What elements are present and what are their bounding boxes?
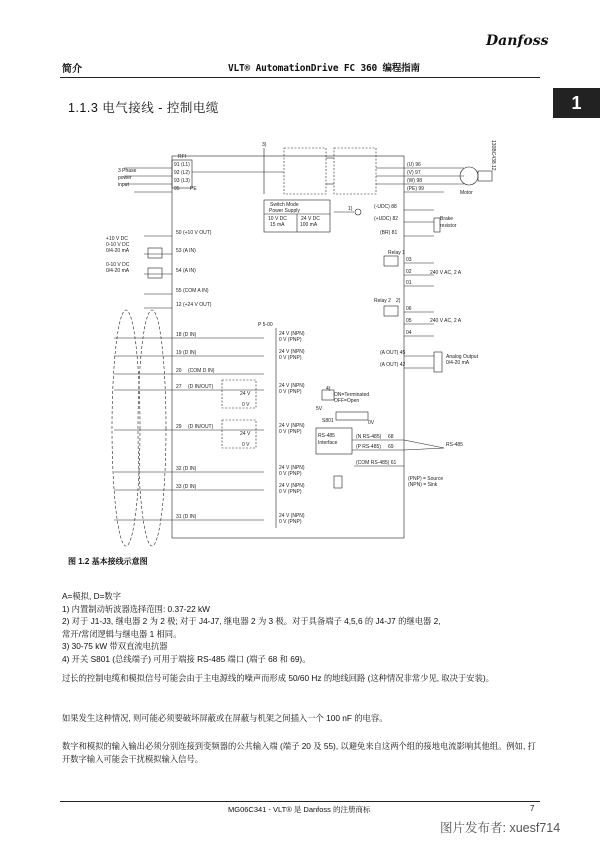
footer-text: MG06C341 - VLT® 是 Danfoss 的注册商标 bbox=[228, 805, 371, 814]
svg-text:03: 03 bbox=[406, 257, 412, 263]
header-rule bbox=[60, 77, 540, 78]
svg-text:0 V: 0 V bbox=[242, 402, 250, 408]
svg-text:24 V: 24 V bbox=[240, 431, 251, 437]
header-title: VLT® AutomationDrive FC 360 编程指南 bbox=[228, 63, 420, 74]
svg-text:Relay 1: Relay 1 bbox=[388, 250, 405, 256]
svg-text:54 (A IN): 54 (A IN) bbox=[176, 268, 196, 274]
svg-text:95: 95 bbox=[174, 186, 180, 192]
svg-text:02: 02 bbox=[406, 269, 412, 275]
svg-text:(PNP) = Source: (PNP) = Source bbox=[408, 476, 444, 482]
svg-text:29: 29 bbox=[176, 424, 182, 430]
svg-text:(W) 98: (W) 98 bbox=[407, 178, 422, 184]
svg-text:18 (D IN): 18 (D IN) bbox=[176, 332, 197, 338]
svg-text:05: 05 bbox=[406, 318, 412, 324]
svg-text:Switch Mode: Switch Mode bbox=[270, 202, 299, 208]
svg-text:0/4-20 mA: 0/4-20 mA bbox=[446, 360, 470, 366]
svg-text:(-UDC) 88: (-UDC) 88 bbox=[374, 204, 397, 210]
svg-text:240 V AC, 2 A: 240 V AC, 2 A bbox=[430, 270, 462, 276]
svg-text:240 V AC, 2 A: 240 V AC, 2 A bbox=[430, 318, 462, 324]
figure-notes bbox=[62, 590, 542, 665]
svg-text:69: 69 bbox=[388, 444, 394, 450]
svg-text:24 V (NPN): 24 V (NPN) bbox=[279, 331, 305, 337]
watermark: 图片发布者: xuesf714 bbox=[440, 821, 561, 835]
danfoss-logo: Danfoss bbox=[486, 33, 549, 49]
note-line: 2) 对于 J1-J3, 继电器 2 为 2 极; 对于 J4-J7, 继电器 2 为 3 极。对于具备端子 4,5,6 的 J4-J7 的继电器 2, bbox=[62, 616, 441, 626]
svg-text:OFF=Open: OFF=Open bbox=[334, 398, 360, 404]
svg-text:0 V (PNP): 0 V (PNP) bbox=[279, 471, 302, 477]
svg-text:ON=Terminated: ON=Terminated bbox=[334, 392, 370, 398]
svg-text:(COM RS-485) 61: (COM RS-485) 61 bbox=[356, 460, 397, 466]
svg-text:(COM D IN): (COM D IN) bbox=[188, 368, 215, 374]
svg-text:input: input bbox=[118, 182, 129, 188]
svg-text:(+UDC) 82: (+UDC) 82 bbox=[374, 216, 399, 222]
svg-text:P 5-00: P 5-00 bbox=[258, 322, 273, 328]
svg-text:Power Supply: Power Supply bbox=[269, 208, 300, 214]
svg-text:resistor: resistor bbox=[440, 223, 457, 229]
svg-text:(NPN) = Sink: (NPN) = Sink bbox=[408, 482, 438, 488]
svg-text:33 (D IN): 33 (D IN) bbox=[176, 484, 197, 490]
svg-text:3 Phase: 3 Phase bbox=[118, 168, 137, 174]
paragraph-capacitor: 如果发生这种情况, 则可能必须要破坏屏蔽或在屏蔽与机架之间插入一个 100 nF 的电容。 bbox=[62, 713, 388, 723]
footer-rule bbox=[60, 801, 540, 802]
svg-text:(A OUT) 45: (A OUT) 45 bbox=[380, 350, 406, 356]
svg-text:91 (L1): 91 (L1) bbox=[174, 162, 190, 168]
svg-text:20: 20 bbox=[176, 368, 182, 374]
note-line: A=模拟, D=数字 bbox=[62, 591, 122, 601]
svg-text:(V) 97: (V) 97 bbox=[407, 170, 421, 176]
paragraph-common-inputs: 数字和模拟的输入输出必须分别连接到变频器的公共输入端 (端子 20 及 55), 以避免来自这两个组的接地电流影响其他组。例如, 打开数字输入可能会干扰模拟输入信号。 bbox=[62, 741, 536, 764]
figure-id: 130BC438.12 bbox=[490, 140, 496, 171]
svg-text:0 V (PNP): 0 V (PNP) bbox=[279, 489, 302, 495]
svg-text:24 V (NPN): 24 V (NPN) bbox=[279, 483, 305, 489]
svg-text:(U) 96: (U) 96 bbox=[407, 162, 421, 168]
svg-text:S801: S801 bbox=[322, 418, 334, 424]
note-line: 常开/常闭逻辑与继电器 1 相同。 bbox=[62, 628, 182, 639]
svg-text:06: 06 bbox=[406, 306, 412, 312]
svg-text:19 (D IN): 19 (D IN) bbox=[176, 350, 197, 356]
svg-text:2): 2) bbox=[396, 298, 401, 304]
svg-text:24 V (NPN): 24 V (NPN) bbox=[279, 349, 305, 355]
svg-text:24 V (NPN): 24 V (NPN) bbox=[279, 465, 305, 471]
note-line: 3) 30-75 kW 带双直流电抗器 bbox=[62, 641, 168, 651]
svg-text:PE: PE bbox=[190, 186, 197, 192]
header-section: 简介 bbox=[62, 64, 82, 75]
svg-text:12 (+24 V OUT): 12 (+24 V OUT) bbox=[176, 302, 212, 308]
svg-text:RS-485: RS-485 bbox=[446, 442, 463, 448]
page-number: 7 bbox=[530, 804, 535, 813]
svg-text:RFI: RFI bbox=[178, 154, 187, 160]
svg-text:(PE) 99: (PE) 99 bbox=[407, 186, 424, 192]
svg-text:0V: 0V bbox=[368, 420, 375, 426]
svg-text:24 V (NPN): 24 V (NPN) bbox=[279, 423, 305, 429]
svg-text:Analog Output: Analog Output bbox=[446, 354, 478, 360]
svg-text:50 (+10 V OUT): 50 (+10 V OUT) bbox=[176, 230, 212, 236]
svg-text:53 (A IN): 53 (A IN) bbox=[176, 248, 196, 254]
svg-text:Brake: Brake bbox=[440, 216, 454, 222]
svg-text:0 V: 0 V bbox=[242, 442, 250, 448]
svg-text:(D IN/OUT): (D IN/OUT) bbox=[188, 424, 214, 430]
svg-text:5V: 5V bbox=[316, 406, 323, 412]
svg-text:1): 1) bbox=[348, 206, 353, 212]
svg-text:Motor: Motor bbox=[460, 190, 473, 196]
svg-text:(BR) 81: (BR) 81 bbox=[380, 230, 398, 236]
svg-text:32 (D IN): 32 (D IN) bbox=[176, 466, 197, 472]
svg-text:power: power bbox=[118, 175, 132, 181]
svg-text:0 V (PNP): 0 V (PNP) bbox=[279, 389, 302, 395]
svg-text:24 V: 24 V bbox=[240, 391, 251, 397]
svg-text:0 V (PNP): 0 V (PNP) bbox=[279, 355, 302, 361]
svg-text:+10 V DC: +10 V DC bbox=[106, 236, 128, 242]
svg-text:4): 4) bbox=[326, 386, 331, 392]
svg-text:(A OUT) 42: (A OUT) 42 bbox=[380, 362, 406, 368]
svg-text:01: 01 bbox=[406, 280, 412, 286]
svg-text:(N RS-485): (N RS-485) bbox=[356, 434, 382, 440]
svg-text:0 V (PNP): 0 V (PNP) bbox=[279, 337, 302, 343]
svg-text:0/4-20 mA: 0/4-20 mA bbox=[106, 248, 130, 254]
svg-text:24 V DC: 24 V DC bbox=[301, 216, 320, 222]
svg-text:24 V (NPN): 24 V (NPN) bbox=[279, 513, 305, 519]
svg-text:04: 04 bbox=[406, 330, 412, 336]
svg-text:RS-485: RS-485 bbox=[318, 433, 335, 439]
svg-text:0-10 V DC: 0-10 V DC bbox=[106, 242, 130, 248]
chapter-tab: 1 bbox=[553, 88, 600, 118]
svg-text:15 mA: 15 mA bbox=[270, 222, 285, 228]
figure-caption: 图 1.2 基本接线示意图 bbox=[68, 557, 148, 566]
note-line: 1) 内置制动斩波器选择范围: 0.37-22 kW bbox=[62, 603, 210, 614]
svg-text:93 (L3): 93 (L3) bbox=[174, 178, 190, 184]
svg-text:0 V (PNP): 0 V (PNP) bbox=[279, 429, 302, 435]
note-line: 4) 开关 S801 (总线端子) 可用于端接 RS-485 端口 (端子 68 和 69)。 bbox=[62, 653, 311, 664]
svg-text:10 V DC: 10 V DC bbox=[268, 216, 287, 222]
svg-text:68: 68 bbox=[388, 434, 394, 440]
svg-text:92 (L2): 92 (L2) bbox=[174, 170, 190, 176]
svg-text:55 (COM A IN): 55 (COM A IN) bbox=[176, 288, 209, 294]
svg-text:(D IN/OUT): (D IN/OUT) bbox=[188, 384, 214, 390]
svg-text:(P RS-485): (P RS-485) bbox=[356, 444, 381, 450]
svg-text:Interface: Interface bbox=[318, 440, 338, 446]
svg-text:100 mA: 100 mA bbox=[300, 222, 318, 228]
wiring-diagram bbox=[104, 128, 504, 548]
svg-text:0-10 V DC: 0-10 V DC bbox=[106, 262, 130, 268]
section-title: 1.1.3 电气接线 - 控制电缆 bbox=[68, 101, 219, 115]
svg-text:24 V (NPN): 24 V (NPN) bbox=[279, 383, 305, 389]
svg-text:31 (D IN): 31 (D IN) bbox=[176, 514, 197, 520]
svg-text:0/4-20 mA: 0/4-20 mA bbox=[106, 268, 130, 274]
paragraph-ground-loop: 过长的控制电缆和模拟信号可能会由于主电源线的噪声而形成 50/60 Hz 的地线回路 (这种情况非常少见, 取决于安装)。 bbox=[62, 673, 494, 683]
svg-text:27: 27 bbox=[176, 384, 182, 390]
svg-text:Relay 2: Relay 2 bbox=[374, 298, 391, 304]
svg-text:3): 3) bbox=[262, 142, 267, 148]
svg-text:0 V (PNP): 0 V (PNP) bbox=[279, 519, 302, 525]
